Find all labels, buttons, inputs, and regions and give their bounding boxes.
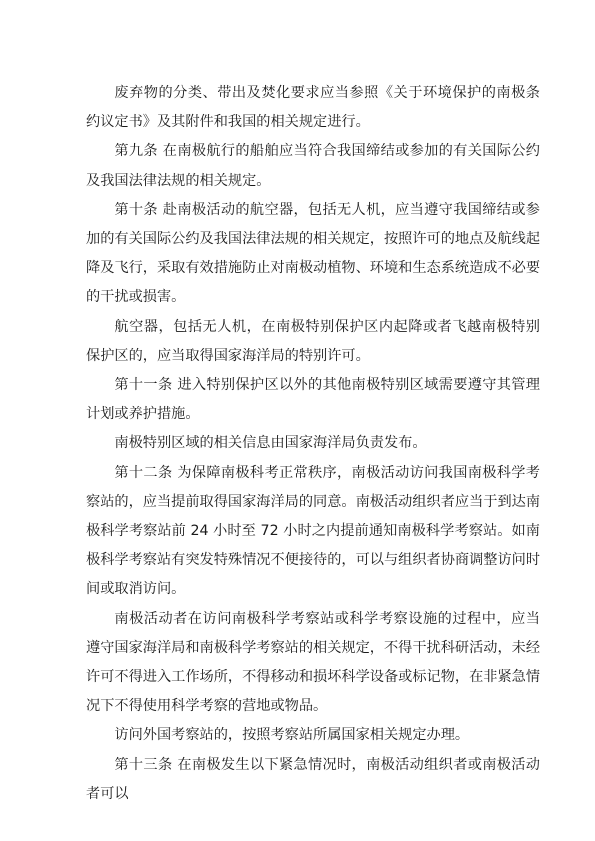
paragraph-article-13: 第十三条 在南极发生以下紧急情况时，南极活动组织者或南极活动者可以 bbox=[86, 756, 540, 802]
paragraph-article-12: 第十二条 为保障南极科考正常秩序，南极活动访问我国南极科学考察站的，应当提前取得国家海洋局的同意。南极活动组织者应当于到达南极科学考察站前 24 小时至 72 小时之内提前通知南极科学考察站。如南极科学考察站有突发特殊情况不便接待的，可以与组织者协商调整访问时间或取消访问。 bbox=[86, 464, 541, 598]
paragraph-article-11: 第十一条 进入特别保护区以外的其他南极特别区域需要遵守其管理计划或养护措施。 bbox=[86, 377, 540, 423]
paragraph-foreign-station: 访问外国考察站的，按照考察站所属国家相关规定办理。 bbox=[114, 727, 470, 744]
paragraph-station-visit-rules: 南极活动者在访问南极科学考察站或科学考察设施的过程中，应当遵守国家海洋局和南极科学考察站的相关规定，不得干扰科研活动，未经许可不得进入工作场所，不得移动和损坏科学设备或标记物，在非紧急情况下不得使用科学考察的营地或物品。 bbox=[86, 610, 541, 715]
paragraph-article-9: 第九条 在南极航行的船舶应当符合我国缔结或参加的有关国际公约及我国法律法规的相关规定。 bbox=[86, 143, 540, 189]
paragraph-special-area-info: 南极特别区域的相关信息由国家海洋局负责发布。 bbox=[114, 435, 427, 452]
document-body bbox=[86, 79, 540, 809]
paragraph-waste-disposal: 废弃物的分类、带出及焚化要求应当参照《关于环境保护的南极条约议定书》及其附件和我国的相关规定进行。 bbox=[86, 85, 540, 131]
paragraph-aircraft-permit: 航空器，包括无人机，在南极特别保护区内起降或者飞越南极特别保护区的，应当取得国家海洋局的特别许可。 bbox=[86, 318, 540, 364]
paragraph-article-10: 第十条 赴南极活动的航空器，包括无人机，应当遵守我国缔结或参加的有关国际公约及我国法律法规的相关规定，按照许可的地点及航线起降及飞行，采取有效措施防止对南极动植物、环境和生态系统造成不必要的干扰或损害。 bbox=[86, 201, 541, 306]
